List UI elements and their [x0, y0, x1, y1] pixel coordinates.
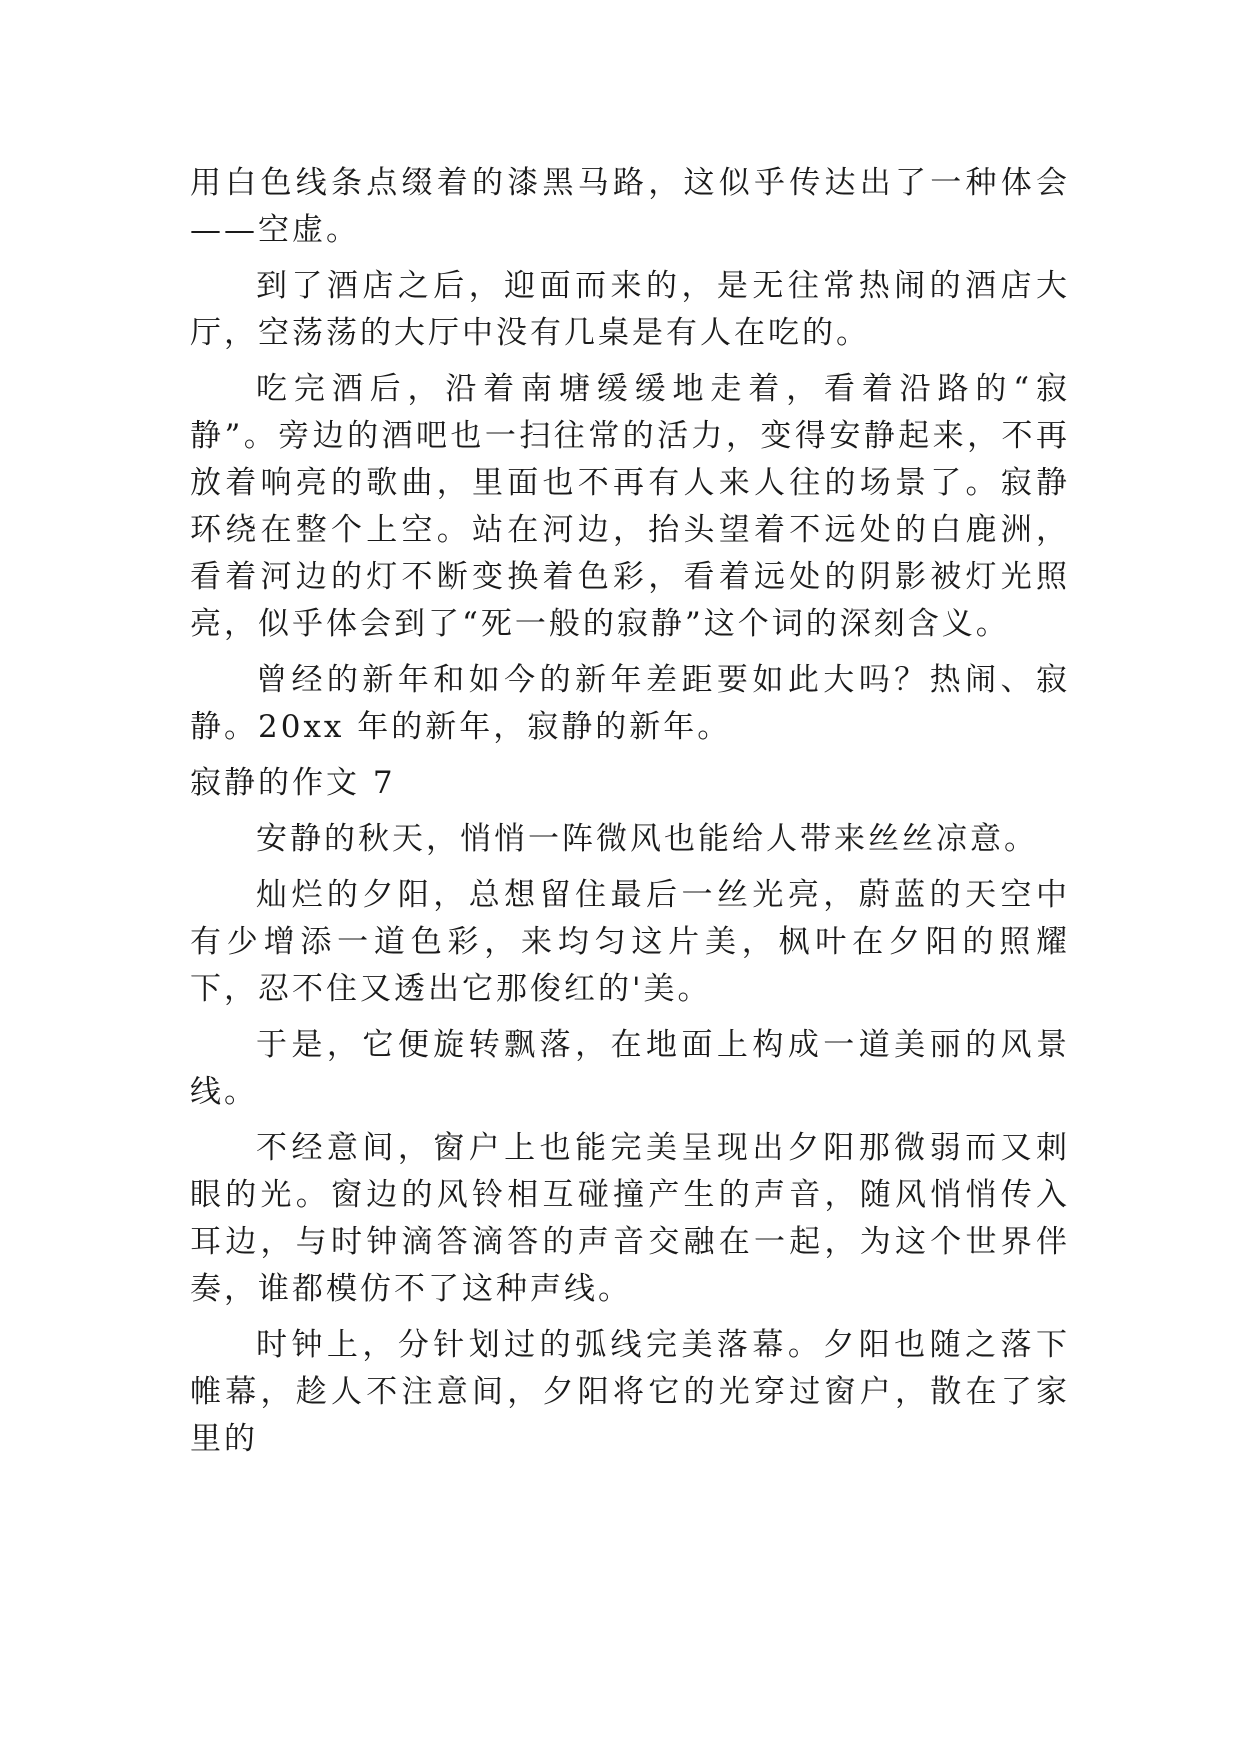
paragraph: 时钟上，分针划过的弧线完美落幕。夕阳也随之落下帷幕，趁人不注意间，夕阳将它的光穿过窗户，散在了家里的: [190, 1327, 1070, 1457]
paragraph: 于是，它便旋转飘落，在地面上构成一道美丽的风景线。: [190, 1027, 1070, 1110]
paragraph: 灿烂的夕阳，总想留住最后一丝光亮，蔚蓝的天空中有少增添一道色彩，来均匀这片美，枫叶在夕阳的照耀下，忍不住又透出它那俊红的'美。: [190, 877, 1070, 1007]
paragraph: 安静的秋天，悄悄一阵微风也能给人带来丝丝凉意。: [256, 821, 1038, 857]
paragraph: 到了酒店之后，迎面而来的，是无往常热闹的酒店大厅，空荡荡的大厅中没有几桌是有人在吃的。: [190, 268, 1070, 351]
section-title: 寂静的作文 7: [190, 765, 396, 801]
paragraph: 曾经的新年和如今的新年差距要如此大吗？热闹、寂静。20xx 年的新年，寂静的新年。: [190, 662, 1070, 745]
document-body: [190, 160, 1070, 1472]
paragraph: 用白色线条点缀着的漆黑马路，这似乎传达出了一种体会——空虚。: [190, 165, 1070, 248]
paragraph: 吃完酒后，沿着南塘缓缓地走着，看着沿路的“寂静”。旁边的酒吧也一扫往常的活力，变得安静起来，不再放着响亮的歌曲，里面也不再有人来人往的场景了。寂静环绕在整个上空。站在河边，抬头望着不远处的白鹿洲，看着河边的灯不断变换着色彩，看着远处的阴影被灯光照亮，似乎体会到了“死一般的寂静”这个词的深刻含义。: [190, 371, 1070, 642]
paragraph: 不经意间，窗户上也能完美呈现出夕阳那微弱而又刺眼的光。窗边的风铃相互碰撞产生的声音，随风悄悄传入耳边，与时钟滴答滴答的声音交融在一起，为这个世界伴奏，谁都模仿不了这种声线。: [190, 1130, 1070, 1307]
